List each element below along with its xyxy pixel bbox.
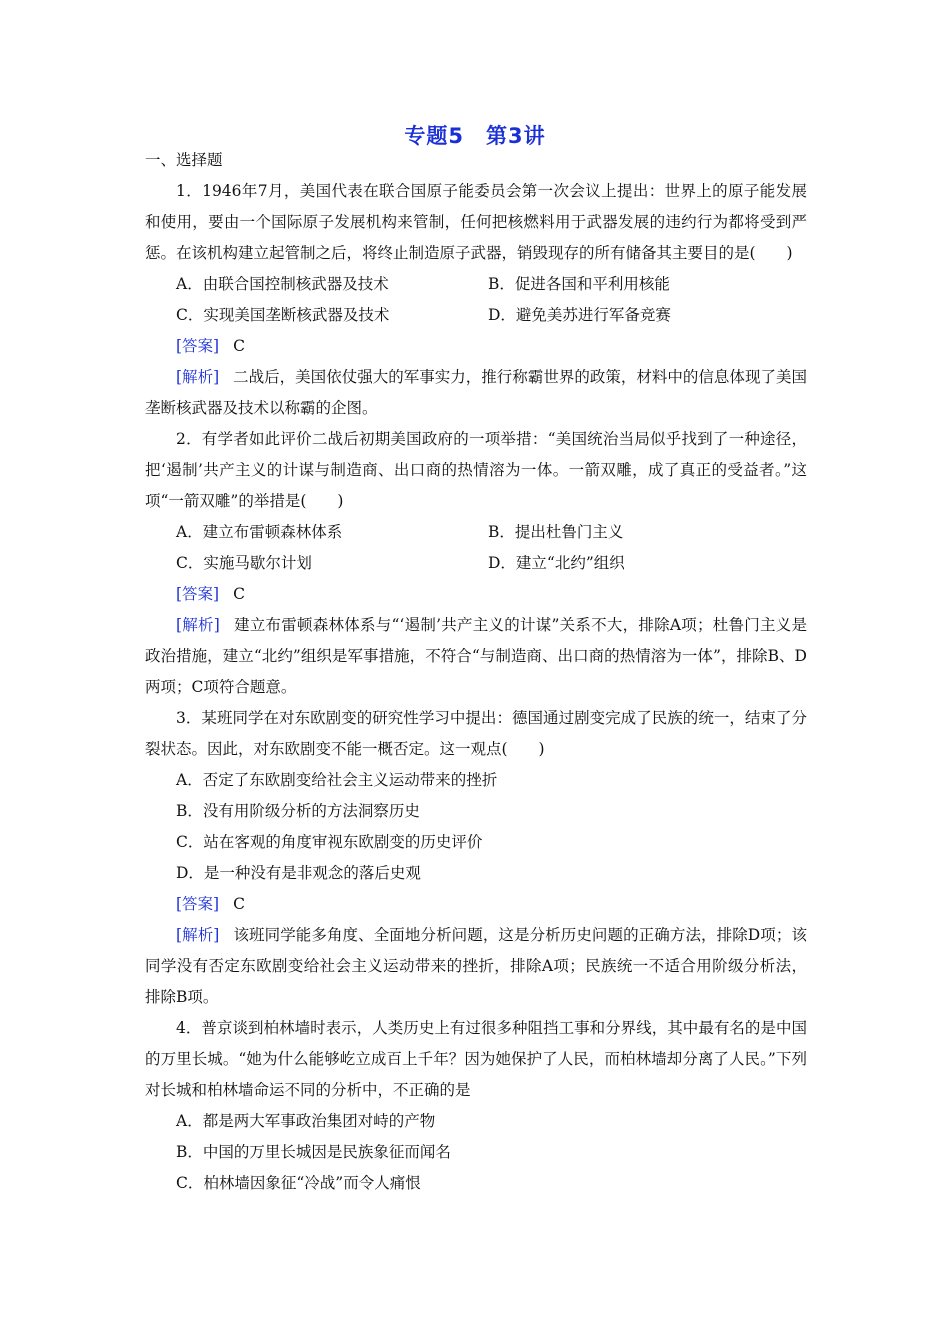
option-d: D．避免美苏进行军备竞赛	[488, 306, 671, 324]
question-3	[145, 703, 807, 1013]
answer-label: [答案]	[176, 337, 220, 355]
answer-value: C	[233, 337, 245, 355]
option-a: A．都是两大军事政治集团对峙的产物	[176, 1112, 436, 1130]
option-row	[145, 300, 807, 331]
question-stem: 3．某班同学在对东欧剧变的研究性学习中提出：德国通过剧变完成了民族的统一，结束了分裂状态。因此，对东欧剧变不能一概否定。这一观点( )	[145, 709, 807, 758]
analysis-paragraph	[145, 920, 807, 1013]
analysis-text: 建立布雷顿森林体系与“‘遏制’共产主义的计谋”关系不大，排除A项；杜鲁门主义是政治措施，建立“北约”组织是军事措施，不符合“与制造商、出口商的热情溶为一体”，排除B、D两项；C项符合题意。	[145, 616, 807, 696]
page-title: 专题5 第3讲	[404, 124, 546, 148]
question-stem: 4．普京谈到柏林墙时表示，人类历史上有过很多种阻挡工事和分界线，其中最有名的是中国的万里长城。“她为什么能够屹立成百上千年？因为她保护了人民，而柏林墙却分离了人民。”下列对长城和柏林墙命运不同的分析中，不正确的是	[145, 1019, 807, 1099]
section-heading: 一、选择题	[145, 151, 223, 169]
option-a: A．否定了东欧剧变给社会主义运动带来的挫折	[176, 771, 498, 789]
option-row	[145, 517, 807, 548]
question-1	[145, 176, 807, 424]
option-c: C．站在客观的角度审视东欧剧变的历史评价	[176, 833, 483, 851]
option-c: C．实施马歇尔计划	[176, 554, 312, 572]
answer-value: C	[233, 585, 245, 603]
option-c: C．实现美国垄断核武器及技术	[176, 306, 390, 324]
option-a: A．建立布雷顿森林体系	[176, 523, 343, 541]
document-body	[145, 145, 807, 1199]
answer-label: [答案]	[176, 585, 220, 603]
answer-value: C	[233, 895, 245, 913]
question-stem: 2．有学者如此评价二战后初期美国政府的一项举措：“美国统治当局似乎找到了一种途径，把‘遏制’共产主义的计谋与制造商、出口商的热情溶为一体。一箭双雕，成了真正的受益者。”这项“一箭双雕”的举措是( )	[145, 430, 807, 510]
analysis-paragraph	[145, 362, 807, 424]
question-4	[145, 1013, 807, 1199]
option-b: B．没有用阶级分析的方法洞察历史	[176, 802, 420, 820]
answer-line	[145, 331, 807, 362]
option-a: A．由联合国控制核武器及技术	[176, 275, 389, 293]
analysis-label: [解析]	[176, 616, 220, 634]
option-d: D．建立“北约”组织	[488, 554, 625, 572]
analysis-text: 该班同学能多角度、全面地分析问题，这是分析历史问题的正确方法，排除D项；该同学没有否定东欧剧变给社会主义运动带来的挫折，排除A项；民族统一不适合用阶级分析法，排除B项。	[145, 926, 807, 1006]
option-c: C．柏林墙因象征“冷战”而令人痛恨	[176, 1174, 421, 1192]
option-d: D．是一种没有是非观念的落后史观	[176, 864, 421, 882]
question-2	[145, 424, 807, 703]
analysis-paragraph	[145, 610, 807, 703]
question-stem: 1．1946年7月，美国代表在联合国原子能委员会第一次会议上提出：世界上的原子能发展和使用，要由一个国际原子发展机构来管制，任何把核燃料用于武器发展的违约行为都将受到严惩。在该机构建立起管制之后，将终止制造原子武器，销毁现存的所有储备其主要目的是( )	[145, 182, 807, 262]
analysis-label: [解析]	[176, 926, 220, 944]
option-b: B．中国的万里长城因是民族象征而闻名	[176, 1143, 451, 1161]
answer-label: [答案]	[176, 895, 220, 913]
option-b: B．提出杜鲁门主义	[488, 523, 624, 541]
option-row	[145, 548, 807, 579]
option-row	[145, 269, 807, 300]
analysis-label: [解析]	[176, 368, 220, 386]
option-b: B．促进各国和平利用核能	[488, 275, 670, 293]
analysis-text: 二战后，美国依仗强大的军事实力，推行称霸世界的政策，材料中的信息体现了美国垄断核武器及技术以称霸的企图。	[145, 368, 807, 417]
answer-line	[145, 889, 807, 920]
answer-line	[145, 579, 807, 610]
